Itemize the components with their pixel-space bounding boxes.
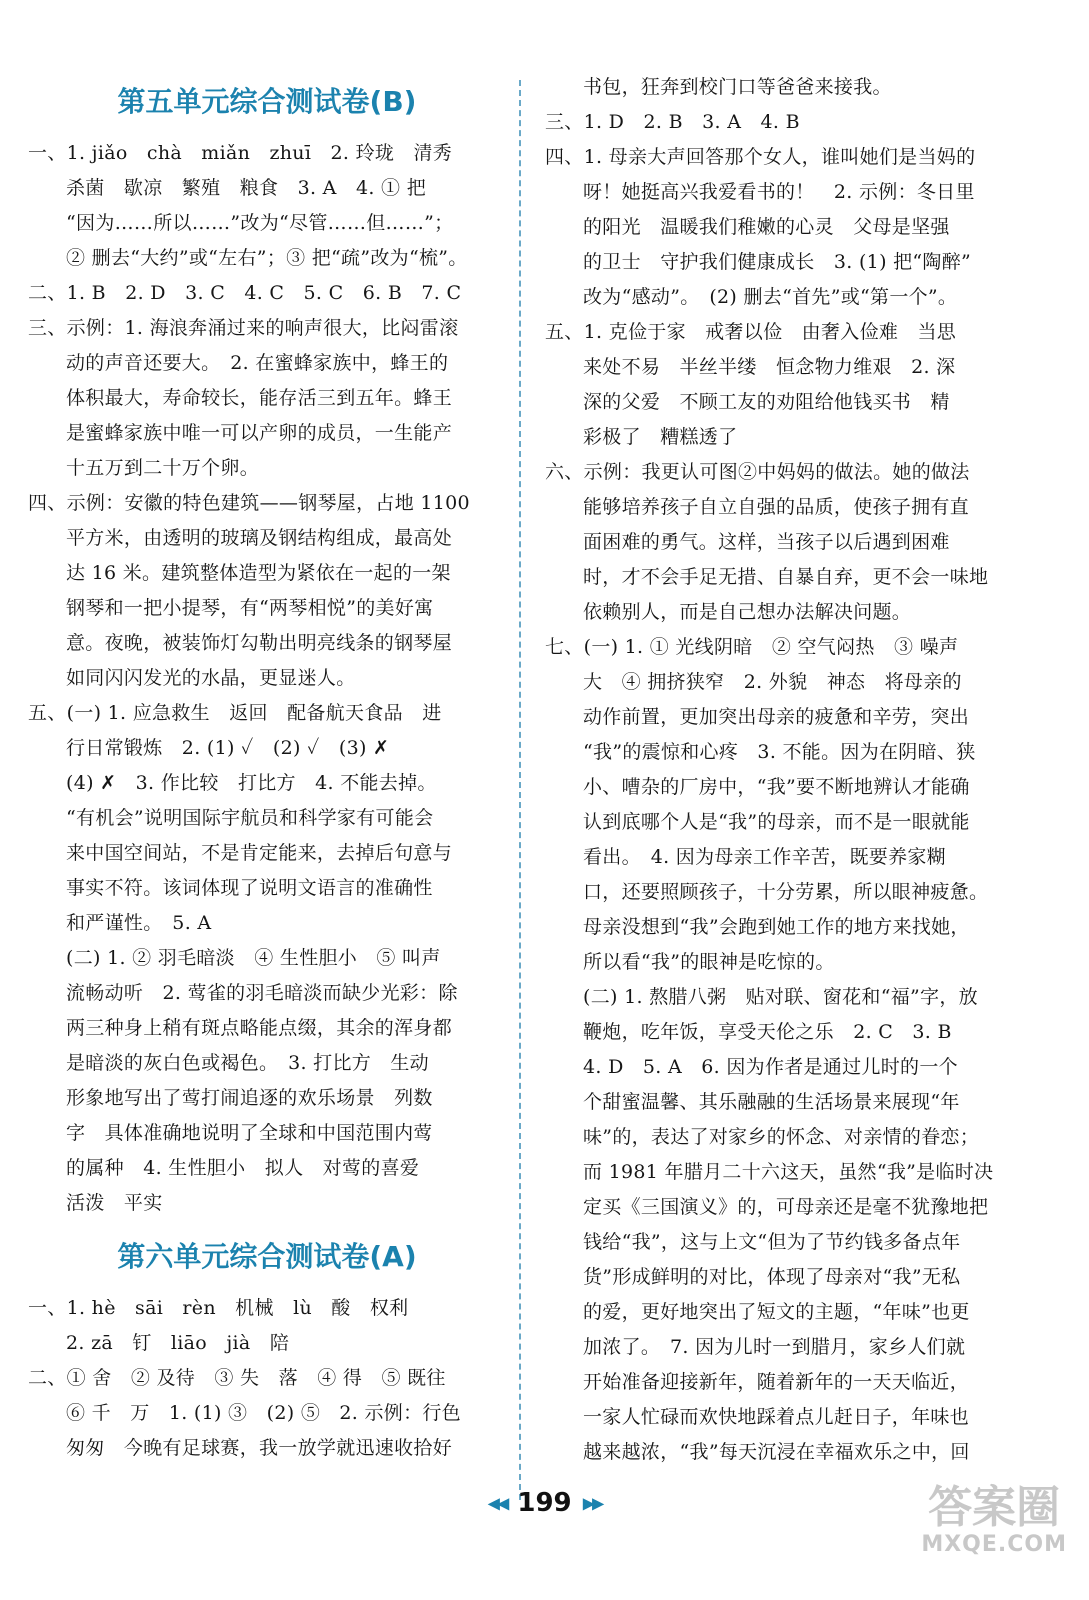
answer-line: 的卫士 守护我们健康成长 3. (1) 把“陶醉” [583,251,972,273]
answer-line: 六、示例：我更认可图②中妈妈的做法。她的做法 [545,461,970,483]
answer-line: “因为……所以……”改为“尽管……但……”； [66,212,454,234]
answer-block-unit5-b [28,136,506,1221]
answer-line: (二) 1. ② 羽毛暗淡 ④ 生性胆小 ⑤ 叫声 [66,947,441,969]
answer-line: 深的父爱 不顾工友的劝阻给他钱买书 精 [583,391,950,413]
answer-line: 依赖别人，而是自己想办法解决问题。 [583,601,912,623]
answer-line: 个甜蜜温馨、其乐融融的生活场景来展现“年 [583,1091,960,1113]
answer-line: 体积最大，寿命较长，能存活三到五年。蜂王 [66,387,453,409]
answer-line: 认到底哪个人是“我”的母亲，而不是一眼就能 [583,811,970,833]
answer-block-unit6-a [28,1291,506,1466]
prev-arrow-icon: ◀◀ [487,1493,507,1513]
answer-line: 匆匆 今晚有足球赛，我一放学就迅速收拾好 [66,1437,453,1459]
answer-line: 货”形成鲜明的对比，体现了母亲对“我”无私 [583,1266,961,1288]
answer-line: 三、1. D 2. B 3. A 4. B [545,111,800,133]
answer-line: 书包，狂奔到校门口等爸爸来接我。 [583,76,892,98]
answer-line: 所以看“我”的眼神是吃惊的。 [583,951,835,973]
left-column [28,66,506,1466]
answer-line: 2. zā 钉 liāo jià 陪 [66,1332,290,1354]
answer-line: 而 1981 年腊月二十六这天，虽然“我”是临时决 [583,1161,994,1183]
answer-line: 动作前置，更加突出母亲的疲惫和辛劳，突出 [583,706,970,728]
answer-line: 越来越浓，“我”每天沉浸在幸福欢乐之中，回 [583,1441,970,1463]
answer-line: 一、1. hè sāi rèn 机械 lù 酸 权利 [28,1297,409,1319]
answer-line: 三、示例：1. 海浪奔涌过来的响声很大，比闷雷滚 [28,317,459,339]
answer-line: ② 删去“大约”或“左右”；③ 把“疏”改为“梳”。 [66,247,468,269]
answer-line: 开始准备迎接新年，随着新年的一天天临近， [583,1371,970,1393]
answer-line: 形象地写出了莺打闹追逐的欢乐场景 列数 [66,1087,433,1109]
answer-line: 达 16 米。建筑整体造型为紧依在一起的一架 [66,562,451,584]
answer-line: 五、(一) 1. 应急救生 返回 配备航天食品 进 [28,702,442,724]
answer-line: 平方米，由透明的玻璃及钢结构组成，最高处 [66,527,453,549]
answer-line: 字 具体准确地说明了全球和中国范围内莺 [66,1122,433,1144]
answer-line: 四、1. 母亲大声回答那个女人，谁叫她们是当妈的 [545,146,976,168]
answer-line: 呀！她挺高兴我爱看书的！ 2. 示例：冬日里 [583,181,975,203]
column-divider [519,80,521,1500]
answer-line: 一家人忙碌而欢快地踩着点儿赶日子，年味也 [583,1406,970,1428]
answer-line: 改为“感动”。 (2) 删去“首先”或“第一个”。 [583,286,958,308]
answer-line: 动的声音还要大。 2. 在蜜蜂家族中，蜂王的 [66,352,449,374]
answer-line: 味”的，表达了对家乡的怀念、对亲情的眷恋； [583,1126,980,1148]
answer-line: 能够培养孩子自立自强的品质，使孩子拥有直 [583,496,970,518]
answer-line: 口，还要照顾孩子，十分劳累，所以眼神疲惫。 [583,881,989,903]
answer-line: 钱给“我”，这与上文“但为了节约钱多备点年 [583,1231,961,1253]
answer-line: 杀菌 歇凉 繁殖 粮食 3. A 4. ① 把 [66,177,426,199]
next-arrow-icon: ▶▶ [582,1493,602,1513]
answer-line: 流畅动听 2. 莺雀的羽毛暗淡而缺少光彩：除 [66,982,458,1004]
answer-line: 4. D 5. A 6. 因为作者是通过儿时的一个 [583,1056,958,1078]
answer-line: 四、示例：安徽的特色建筑——钢琴屋，占地 1100 [28,492,470,514]
answer-line: 行日常锻炼 2. (1) ✓ (2) ✓ (3) ✗ [66,737,390,759]
answer-line: 一、1. jiǎo chà miǎn zhuī 2. 玲珑 清秀 [28,142,453,164]
answer-line: 如同闪闪发光的水晶，更显迷人。 [66,667,356,689]
answer-line: 来处不易 半丝半缕 恒念物力维艰 2. 深 [583,356,956,378]
answer-line: ⑥ 千 万 1. (1) ③ (2) ⑤ 2. 示例：行色 [66,1402,461,1424]
answer-line: 五、1. 克俭于家 戒奢以俭 由奢入俭难 当思 [545,321,957,343]
answer-line: 和严谨性。 5. A [66,912,212,934]
watermark-url: MXQE.COM [921,1532,1067,1557]
answer-line: 两三种身上稍有斑点略能点缀，其余的浑身都 [66,1017,453,1039]
answer-line: “我”的震惊和心疼 3. 不能。因为在阴暗、狭 [583,741,976,763]
answer-line: 是蜜蜂家族中唯一可以产卵的成员，一生能产 [66,422,453,444]
answer-line: (4) ✗ 3. 作比较 打比方 4. 不能去掉。 [66,772,437,794]
answer-line: 看出。 4. 因为母亲工作辛苦，既要养家糊 [583,846,946,868]
answer-line: 鞭炮，吃年饭，享受天伦之乐 2. C 3. B [583,1021,952,1043]
answer-line: 二、1. B 2. D 3. C 4. C 5. C 6. B 7. C [28,282,462,304]
answer-line: 二、① 舍 ② 及待 ③ 失 落 ④ 得 ⑤ 既往 [28,1367,446,1389]
answer-line: 十五万到二十万个卵。 [66,457,260,479]
answer-line: 是暗淡的灰白色或褐色。 3. 打比方 生动 [66,1052,429,1074]
answer-line: 母亲没想到“我”会跑到她工作的地方来找她， [583,916,970,938]
answer-line: 定买《三国演义》的，可母亲还是毫不犹豫地把 [583,1196,989,1218]
answer-line: 钢琴和一把小提琴，有“两琴相悦”的美好寓 [66,597,434,619]
answer-line: (二) 1. 熬腊八粥 贴对联、窗花和“福”字，放 [583,986,978,1008]
answer-line: 大 ④ 拥挤狭窄 2. 外貌 神态 将母亲的 [583,671,962,693]
page-number: 199 [517,1488,572,1518]
right-column [545,70,1023,1470]
answer-block-continued [545,70,1023,1470]
answer-line: 的爱，更好地突出了短文的主题，“年味”也更 [583,1301,970,1323]
answer-line: 的属种 4. 生性胆小 拟人 对莺的喜爱 [66,1157,420,1179]
answer-line: 的阳光 温暖我们稚嫩的心灵 父母是坚强 [583,216,950,238]
answer-line: 加浓了。 7. 因为儿时一到腊月，家乡人们就 [583,1336,966,1358]
watermark-logo [921,1484,1067,1557]
answer-line: 面困难的勇气。这样，当孩子以后遇到困难 [583,531,950,553]
answer-line: 来中国空间站，不是肯定能来，去掉后句意与 [66,842,453,864]
answer-line: “有机会”说明国际宇航员和科学家有可能会 [66,807,434,829]
section-title-unit5-b: 第五单元综合测试卷(B) [117,85,417,118]
watermark-text: 答案圈 [928,1482,1061,1533]
answer-line: 活泼 平实 [66,1192,163,1214]
answer-line: 彩极了 糟糕透了 [583,426,738,448]
answer-line: 意。夜晚，被装饰灯勾勒出明亮线条的钢琴屋 [66,632,453,654]
answer-line: 小、嘈杂的厂房中，“我”要不断地辨认才能确 [583,776,970,798]
answer-line: 时，才不会手足无措、自暴自弃，更不会一味地 [583,566,989,588]
section-title-unit6-a: 第六单元综合测试卷(A) [117,1240,417,1273]
answer-line: 七、(一) 1. ① 光线阴暗 ② 空气闷热 ③ 噪声 [545,636,959,658]
answer-line: 事实不符。该词体现了说明文语言的准确性 [66,877,433,899]
